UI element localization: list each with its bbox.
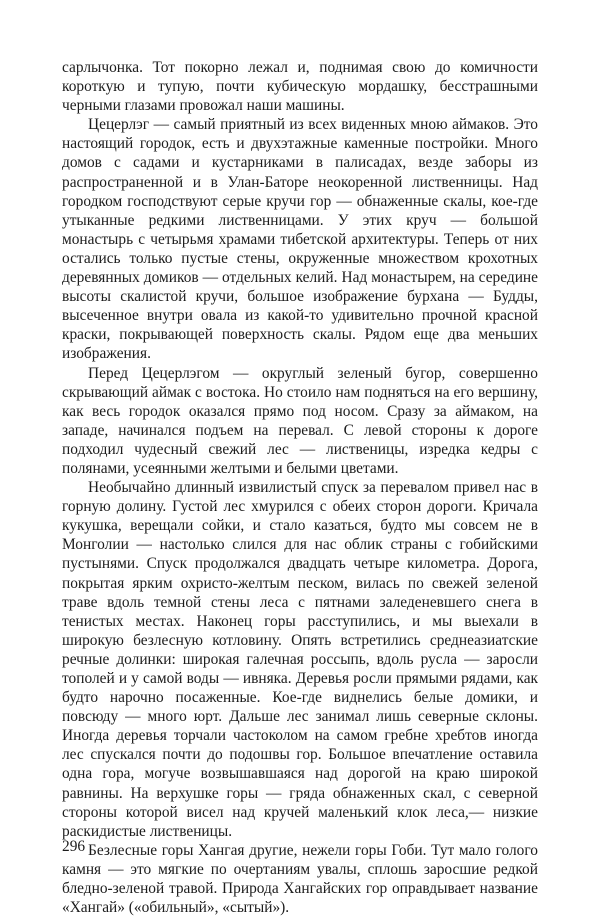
book-page-text [62, 58, 538, 917]
paragraph-1 [62, 58, 538, 115]
page-number: 296 [62, 838, 86, 855]
text-line: короткую и тупую, почти кубическую мордашку, бесстрашными [62, 78, 538, 96]
paragraph-2: Цецерлэг — самый приятный из всех виденных мною аймаков. Это настоящий городок, есть и двухэтажные каменные постройки. Много домов с садами и кустарниками в палисадах, везде заборы из распространенной и в Улан-Баторе неокоренной лиственницы. Над городком господствуют серые кручи гор — обнаженные скалы, кое-где утыканные редкими лиственницами. У этих круч — большой монастырь с четырьмя храмами тибетской архитектуры. Теперь от них остались только пустые стены, окруженные множеством крохотных деревянных домиков — отдельных келий. Над монастырем, на середине высоты скалистой кручи, большое изображение бурхана — Будды, высеченное внутри овала из какой-то удивительно прочной красной краски, покрывающей поверхность скалы. Рядом еще два меньших изображения. [62, 116, 538, 363]
text-line: сарлычонка. Тот покорно лежал и, поднимая свою до комичности [62, 59, 538, 76]
paragraph-3: Перед Цецерлэгом — округлый зеленый бугор, совершенно скрывающий аймак с востока. Но стоило нам подняться на его вершину, как весь городок оказался прямо под носом. Сразу за аймаком, на западе, начинался подъем на перевал. С левой стороны к дороге подходил чудесный свежий лес — лиственицы, изредка кедры с полянами, усеянными желтыми и белыми цветами. [62, 364, 538, 477]
paragraph-4: Необычайно длинный извилистый спуск за перевалом привел нас в горную долину. Густой лес хмурился с обеих сторон дороги. Кричала кукушка, верещали сойки, и стало казаться, будто мы совсем не в Монголии — настолько слился для нас облик страны с гобийскими пустынями. Спуск продолжался двадцать четыре километра. Дорога, покрытая ярким охристо-желтым песком, вилась по свежей зеленой траве вдоль темной стены леса с пятнами заледеневшего снега в тенистых местах. Наконец горы расступились, и мы выехали в широкую безлесную котловину. Опять встретились среднеазиатские речные долинки: широкая галечная россыпь, вдоль русла — заросли тополей и у самой воды — ивняка. Деревья росли прямыми рядами, как будто нарочно посаженные. Кое-где виднелись белые домики, и повсюду — много юрт. Дальше лес занимал лишь северные склоны. Иногда деревья торчали частоколом на самом гребне хребтов иногда лес спускался почти до подошвы гор. Большое впечатление оставила одна гора, могуче возвышавшаяся над дорогой на краю широкой равнины. На верхушке горы — гряда обнаженных скал, с северной стороны которой висел над кручей маленький клок леса,— низкие раскидистые лиственицы. [62, 479, 538, 840]
paragraph-5: Безлесные горы Хангая другие, нежели горы Гоби. Тут мало голого камня — это мягкие по очертаниям увалы, сплошь заросшие редкой бледно-зеленой травой. Природа Хангайских гор оправдывает название «Хангай» («обильный», «сытый»). [62, 841, 538, 917]
text-line: черными глазами провожал наши машины. [62, 97, 345, 115]
